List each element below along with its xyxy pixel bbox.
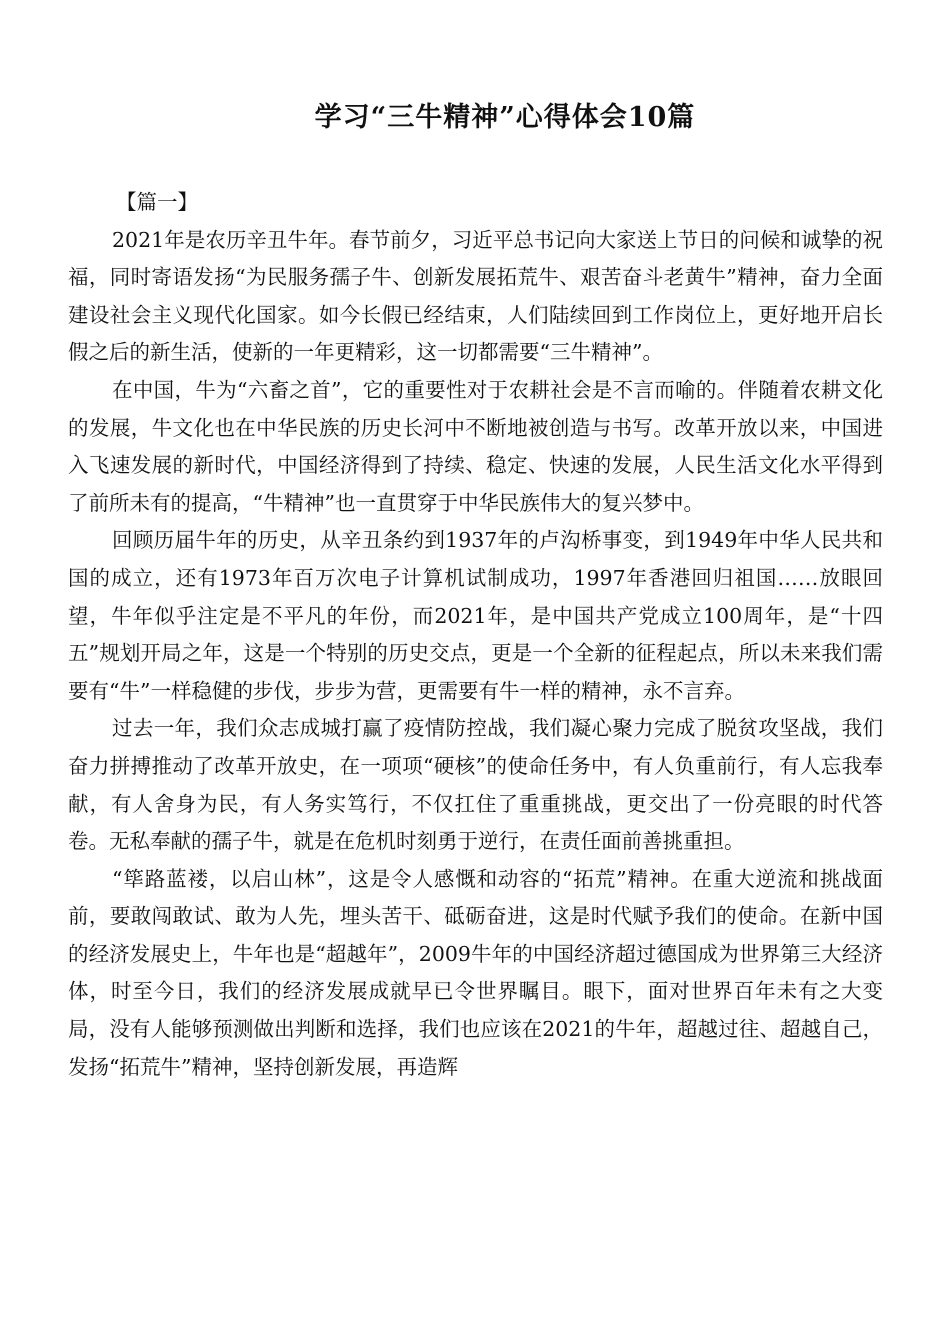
paragraph-4: 过去一年，我们众志成城打赢了疫情防控战，我们凝心聚力完成了脱贫攻坚战，我们奋力拼搏推动了改革开放史，在一项项“硬核”的使命任务中，有人负重前行，有人忘我奉献，有人舍身为民，有人务实笃行，不仅扛住了重重挑战，更交出了一份亮眼的时代答卷。无私奉献的孺子牛，就是在危机时刻勇于逆行，在责任面前善挑重担。 [68,716,883,854]
document-body [68,184,883,1086]
paragraph-3: 回顾历届牛年的历史，从辛丑条约到1937年的卢沟桥事变，到1949年中华人民共和国的成立，还有1973年百万次电子计算机试制成功，1997年香港回归祖国……放眼回望，牛年似乎注定是不平凡的年份，而2021年，是中国共产党成立100周年，是“十四五”规划开局之年，这是一个特别的历史交点，更是一个全新的征程起点，所以未来我们需要有“牛”一样稳健的步伐，步步为营，更需要有牛一样的精神，永不言弃。 [68,528,883,703]
paragraph-2: 在中国，牛为“六畜之首”，它的重要性对于农耕社会是不言而喻的。伴随着农耕文化的发展，牛文化也在中华民族的历史长河中不断地被创造与书写。改革开放以来，中国进入飞速发展的新时代，中国经济得到了持续、稳定、快速的发展，人民生活文化水平得到了前所未有的提高，“牛精神”也一直贯穿于中华民族伟大的复兴梦中。 [68,377,883,515]
section-label: 【篇一】 [116,190,198,214]
document-title: 学习“三牛精神”心得体会10篇 [314,102,696,133]
paragraph-1: 2021年是农历辛丑牛年。春节前夕，习近平总书记向大家送上节日的问候和诚挚的祝福，同时寄语发扬“为民服务孺子牛、创新发展拓荒牛、艰苦奋斗老黄牛”精神，奋力全面建设社会主义现代化国家。如今长假已经结束，人们陆续回到工作岗位上，更好地开启长假之后的新生活，使新的一年更精彩，这一切都需要“三牛精神”。 [68,227,883,365]
paragraph-5: “筚路蓝褛，以启山林”，这是令人感慨和动容的“拓荒”精神。在重大逆流和挑战面前，要敢闯敢试、敢为人先，埋头苦干、砥砺奋进，这是时代赋予我们的使命。在新中国的经济发展史上，牛年也是“超越年”，2009牛年的中国经济超过德国成为世界第三大经济体，时至今日，我们的经济发展成就早已令世界瞩目。眼下，面对世界百年未有之大变局，没有人能够预测做出判断和选择，我们也应该在2021的牛年，超越过往、超越自己，发扬“拓荒牛”精神，坚持创新发展，再造辉 [68,866,883,1079]
